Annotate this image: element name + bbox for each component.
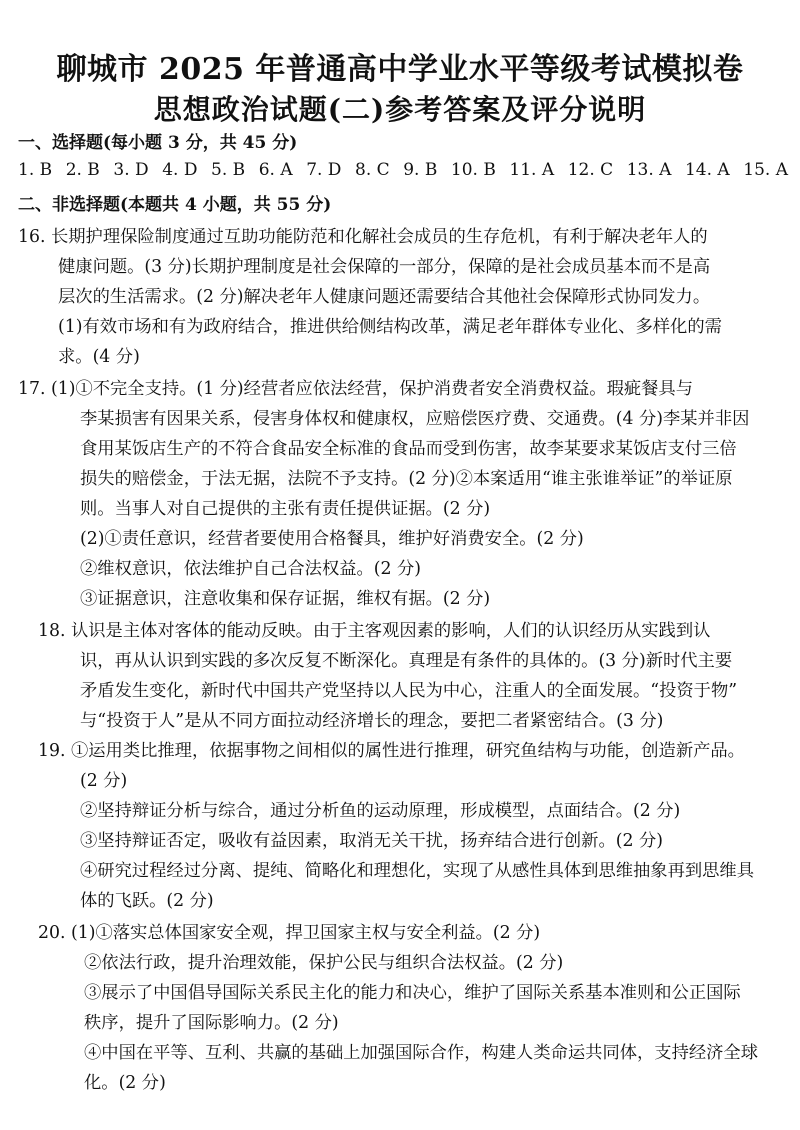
answer-item: 10. B — [450, 160, 496, 180]
q19-line: ④研究过程经过分离、提纯、简略化和理想化，实现了从感性具体到思维抽象再到思维具 — [80, 861, 754, 881]
answer-item: 13. A — [626, 160, 672, 180]
answer-item: 3. D — [113, 160, 149, 180]
answer-item: 11. A — [509, 160, 555, 180]
answer-item: 4. D — [162, 160, 198, 180]
question-20 — [38, 918, 758, 1098]
answer-item: 14. A — [684, 160, 730, 180]
answer-item: 9. B — [403, 160, 438, 180]
q20-line: ④中国在平等、互利、共赢的基础上加强国际合作，构建人类命运共同体，支持经济全球 — [84, 1043, 758, 1063]
q19-line: 体的飞跃。(2 分) — [80, 891, 214, 911]
q17-line: 17. (1)①不完全支持。(1 分)经营者应依法经营，保护消费者安全消费权益。瑕疵餐具与 — [18, 379, 693, 399]
page-subtitle: 思想政治试题(二)参考答案及评分说明 — [153, 93, 647, 126]
q17-line: ③证据意识，注意收集和保存证据，维权有据。(2 分) — [80, 589, 491, 609]
choice-answers — [18, 160, 788, 180]
answer-item: 1. B — [18, 160, 53, 180]
q17-line: 损失的赔偿金，于法无据，法院不予支持。(2 分)②本案适用“谁主张谁举证”的举证原 — [80, 469, 733, 489]
question-18 — [38, 616, 737, 736]
section2-heading: 二、非选择题(本题共 4 小题，共 55 分) — [18, 195, 332, 215]
question-17 — [18, 374, 749, 614]
q16-line: 求。(4 分) — [58, 347, 140, 367]
q16-line: 健康问题。(3 分)长期护理制度是社会保障的一部分，保障的是社会成员基本而不是高 — [58, 257, 711, 277]
q17-line: ②维权意识，依法维护自己合法权益。(2 分) — [80, 559, 422, 579]
q18-line: 18. 认识是主体对客体的能动反映。由于主客观因素的影响，人们的认识经历从实践到认 — [38, 621, 711, 641]
answer-item: 8. C — [355, 160, 390, 180]
q18-line: 矛盾发生变化，新时代中国共产党坚持以人民为中心，注重人的全面发展。“投资于物” — [80, 681, 738, 701]
q17-line: 食用某饭店生产的不符合食品安全标准的食品而受到伤害，故李某要求某饭店支付三倍 — [80, 439, 737, 459]
section1-heading: 一、选择题(每小题 3 分，共 45 分) — [18, 133, 298, 153]
answer-item: 2. B — [65, 160, 100, 180]
q16-line: (1)有效市场和有为政府结合，推进供给侧结构改革，满足老年群体专业化、多样化的需 — [58, 317, 722, 337]
answer-item: 12. C — [567, 160, 614, 180]
question-19 — [38, 736, 754, 916]
q20-line: ③展示了中国倡导国际关系民主化的能力和决心，维护了国际关系基本准则和公正国际 — [84, 983, 741, 1003]
q16-line: 层次的生活需求。(2 分)解决老年人健康问题还需要结合其他社会保障形式协同发力。 — [58, 287, 711, 307]
answer-item: 15. A — [743, 160, 788, 180]
q19-line: ②坚持辩证分析与综合，通过分析鱼的运动原理，形成模型，点面结合。(2 分) — [80, 801, 681, 821]
q19-line: ③坚持辩证否定，吸收有益因素，取消无关干扰，扬弃结合进行创新。(2 分) — [80, 831, 663, 851]
q20-line: 20. (1)①落实总体国家安全观，捍卫国家主权与安全利益。(2 分) — [38, 923, 541, 943]
q20-line: 秩序，提升了国际影响力。(2 分) — [84, 1013, 339, 1033]
q18-line: 识，再从认识到实践的多次反复不断深化。真理是有条件的具体的。(3 分)新时代主要 — [80, 651, 733, 671]
answer-item: 5. B — [211, 160, 246, 180]
q20-line: ②依法行政，提升治理效能，保护公民与组织合法权益。(2 分) — [84, 953, 564, 973]
q19-line: 19. ①运用类比推理，依据事物之间相似的属性进行推理，研究鱼结构与功能，创造新产品。 — [38, 741, 745, 761]
q17-line: 则。当事人对自己提供的主张有责任提供证据。(2 分) — [80, 499, 491, 519]
page-title: 聊城市 2025 年普通高中学业水平等级考试模拟卷 — [56, 52, 744, 87]
answer-item: 6. A — [258, 160, 293, 180]
q18-line: 与“投资于人”是从不同方面拉动经济增长的理念，要把二者紧密结合。(3 分) — [80, 711, 664, 731]
q20-line: 化。(2 分) — [84, 1073, 166, 1093]
answer-item: 7. D — [306, 160, 342, 180]
q16-line: 16. 长期护理保险制度通过互助功能防范和化解社会成员的生存危机，有利于解决老年人的 — [18, 227, 708, 247]
question-16 — [18, 222, 722, 372]
q17-line: (2)①责任意识，经营者要使用合格餐具，维护好消费安全。(2 分) — [80, 529, 584, 549]
q17-line: 李某损害有因果关系，侵害身体权和健康权，应赔偿医疗费、交通费。(4 分)李某并非因 — [80, 409, 750, 429]
q19-line: (2 分) — [80, 771, 128, 791]
